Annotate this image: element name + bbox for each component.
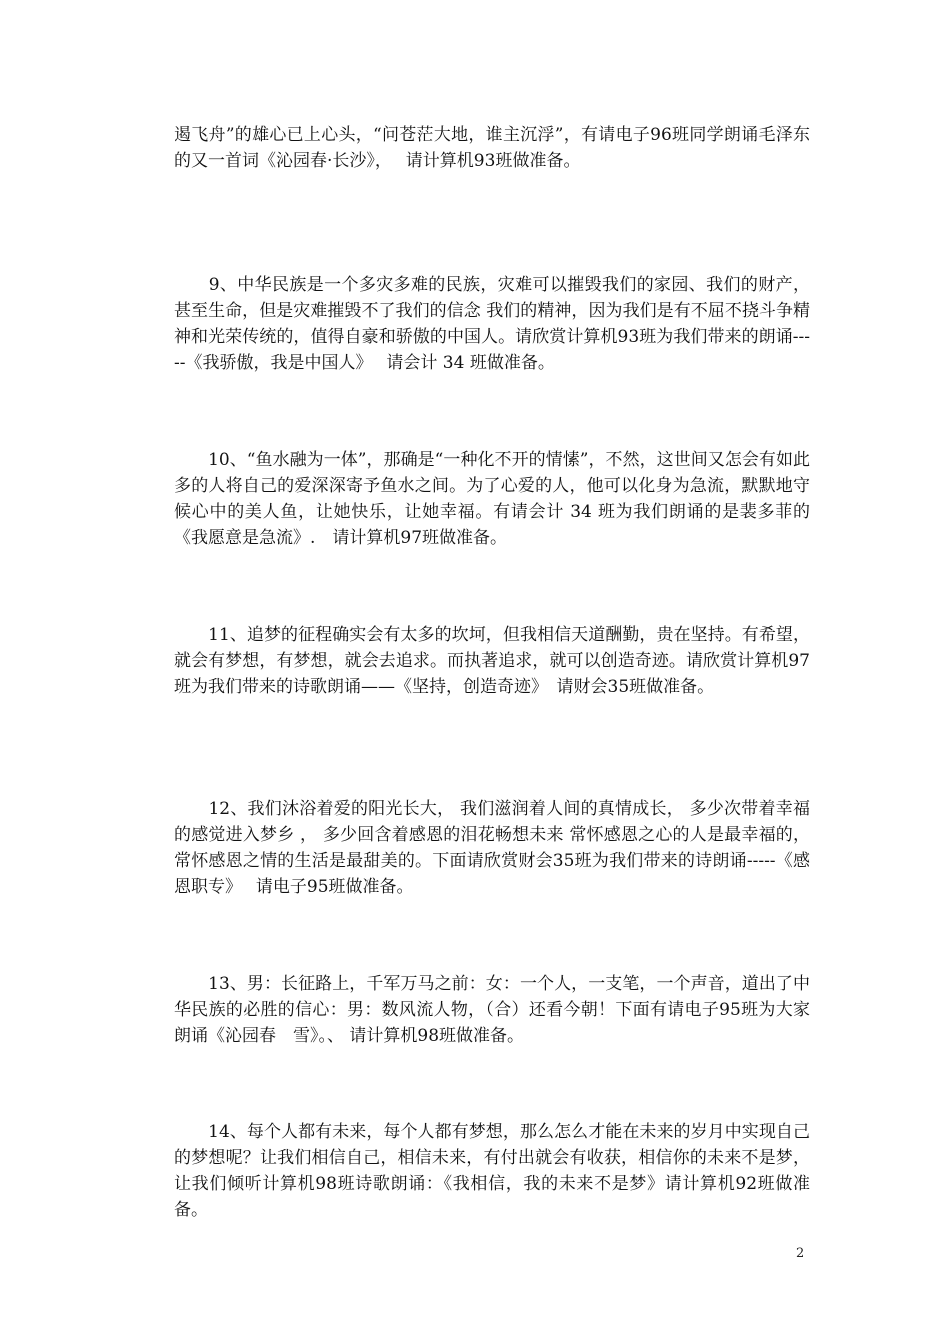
paragraph-11: 11、追梦的征程确实会有太多的坎坷，但我相信天道酬勤，贵在坚持。有希望，就会有梦想，有梦想，就会去追求。而执著追求，就可以创造奇迹。请欣赏计算机97班为我们带来的诗歌朗诵——《坚持，创造奇迹》 请财会35班做准备。 bbox=[174, 625, 810, 697]
paragraph-continued: 遏飞舟”的雄心已上心头，“问苍茫大地，谁主沉浮”，有请电子96班同学朗诵毛泽东的又一首词《沁园春·长沙》， 请计算机93班做准备。 bbox=[174, 125, 810, 171]
paragraph-12: 12、我们沐浴着爱的阳光长大， 我们滋润着人间的真情成长， 多少次带着幸福的感觉进入梦乡 ， 多少回含着感恩的泪花畅想未来 常怀感恩之心的人是最幸福的，常怀感恩之情的生活是最甜美的。下面请欣赏财会35班为我们带来的诗朗诵-----《感恩职专》 请电子95班做准备。 bbox=[174, 799, 810, 897]
paragraph-13: 13、男：长征路上，千军万马之前：女：一个人，一支笔，一个声音，道出了中华民族的必胜的信心：男：数风流人物，（合）还看今朝！下面有请电子95班为大家朗诵《沁园春 雪》。、 请计算机98班做准备。 bbox=[174, 974, 810, 1046]
paragraph-14: 14、每个人都有未来，每个人都有梦想，那么怎么才能在未来的岁月中实现自己的梦想呢？让我们相信自己，相信未来，有付出就会有收获，相信你的未来不是梦，让我们倾听计算机98班诗歌朗诵：《我相信，我的未来不是梦》请计算机92班做准备。 bbox=[174, 1122, 810, 1220]
page-number: 2 bbox=[796, 1246, 805, 1261]
paragraph-9: 9、中华民族是一个多灾多难的民族，灾难可以摧毁我们的家园、我们的财产，甚至生命，但是灾难摧毁不了我们的信念 我们的精神，因为我们是有不屈不挠斗争精神和光荣传统的，值得自豪和骄傲的中国人。请欣赏计算机93班为我们带来的朗诵-----《我骄傲，我是中国人》 请会计 34 班做准备。 bbox=[174, 275, 810, 373]
paragraph-10: 10、“鱼水融为一体”，那确是“一种化不开的情愫”，不然，这世间又怎会有如此多的人将自己的爱深深寄予鱼水之间。为了心爱的人，他可以化身为急流，默默地守候心中的美人鱼，让她快乐，让她幸福。有请会计 34 班为我们朗诵的是裴多菲的《我愿意是急流》. 请计算机97班做准备。 bbox=[174, 450, 810, 548]
